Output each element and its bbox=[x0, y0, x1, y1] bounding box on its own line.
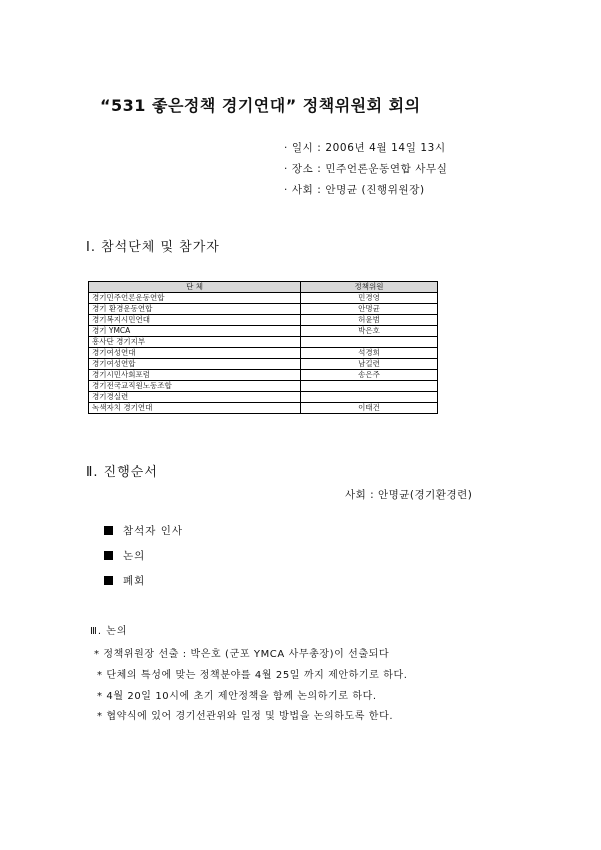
member-cell: 남길련 bbox=[301, 359, 438, 370]
discussion-item: * 정책위원장 선출 : 박은호 (군포 YMCA 사무총장)이 선출되다 bbox=[94, 649, 390, 660]
org-cell: 경기전국교직원노동조합 bbox=[89, 381, 301, 392]
section-1-heading: Ⅰ. 참석단체 및 참가자 bbox=[86, 240, 220, 255]
member-cell: 석경희 bbox=[301, 348, 438, 359]
participants-table bbox=[88, 281, 438, 414]
table-row bbox=[89, 304, 438, 315]
org-cell: 흥사단 경기지부 bbox=[89, 337, 301, 348]
org-cell: 경기 환경운동연합 bbox=[89, 304, 301, 315]
org-cell: 경기여성연대 bbox=[89, 348, 301, 359]
discussion-item: * 4월 20일 10시에 초기 제안정책을 함께 논의하기로 하다. bbox=[97, 691, 377, 702]
member-cell: 민경영 bbox=[301, 293, 438, 304]
discussion-item: * 단체의 특성에 맞는 정책분야를 4월 25일 까지 제안하기로 하다. bbox=[97, 670, 408, 681]
table-row bbox=[89, 392, 438, 403]
table-row bbox=[89, 381, 438, 392]
table-row bbox=[89, 403, 438, 414]
org-cell: 경기민주언론운동연합 bbox=[89, 293, 301, 304]
header-organization: 단 체 bbox=[89, 282, 301, 293]
step-item bbox=[104, 523, 183, 538]
table-header-row bbox=[89, 282, 438, 293]
document-title: “531 좋은정책 경기연대” 정책위원회 회의 bbox=[100, 96, 421, 115]
meeting-place: · 장소 : 민주언론운동연합 사무실 bbox=[284, 163, 448, 175]
meeting-host: · 사회 : 안명균 (진행위원장) bbox=[284, 184, 425, 196]
org-cell: 경기복지시민연대 bbox=[89, 315, 301, 326]
table-row bbox=[89, 293, 438, 304]
table-row bbox=[89, 348, 438, 359]
org-cell: 경기시민사회포럼 bbox=[89, 370, 301, 381]
org-cell: 경기경실련 bbox=[89, 392, 301, 403]
member-cell: 이태건 bbox=[301, 403, 438, 414]
section-2-heading: Ⅱ. 진행순서 bbox=[86, 465, 158, 480]
table-row bbox=[89, 326, 438, 337]
square-bullet-icon bbox=[104, 526, 113, 535]
member-cell bbox=[301, 392, 438, 403]
step-label: 폐회 bbox=[123, 575, 146, 587]
table-row bbox=[89, 370, 438, 381]
member-cell: 박은호 bbox=[301, 326, 438, 337]
step-item bbox=[104, 548, 145, 563]
section-3-heading: Ⅲ. 논의 bbox=[90, 626, 128, 637]
member-cell: 송은주 bbox=[301, 370, 438, 381]
host-line: 사회 : 안명균(경기환경련) bbox=[345, 489, 473, 501]
member-cell bbox=[301, 381, 438, 392]
step-item bbox=[104, 573, 145, 588]
org-cell: 경기여성연합 bbox=[89, 359, 301, 370]
table-row bbox=[89, 315, 438, 326]
step-label: 논의 bbox=[123, 550, 146, 562]
step-label: 참석자 인사 bbox=[123, 525, 184, 537]
member-cell: 허윤범 bbox=[301, 315, 438, 326]
square-bullet-icon bbox=[104, 551, 113, 560]
member-cell bbox=[301, 337, 438, 348]
org-cell: 경기 YMCA bbox=[89, 326, 301, 337]
table-row bbox=[89, 337, 438, 348]
square-bullet-icon bbox=[104, 576, 113, 585]
header-policy-member: 정책위원 bbox=[301, 282, 438, 293]
discussion-item: * 협약식에 있어 경기선관위와 일정 및 방법을 논의하도록 한다. bbox=[97, 711, 394, 722]
table-row bbox=[89, 359, 438, 370]
org-cell: 녹색자치 경기연대 bbox=[89, 403, 301, 414]
meeting-date: · 일시 : 2006년 4월 14일 13시 bbox=[284, 142, 446, 154]
member-cell: 안명균 bbox=[301, 304, 438, 315]
